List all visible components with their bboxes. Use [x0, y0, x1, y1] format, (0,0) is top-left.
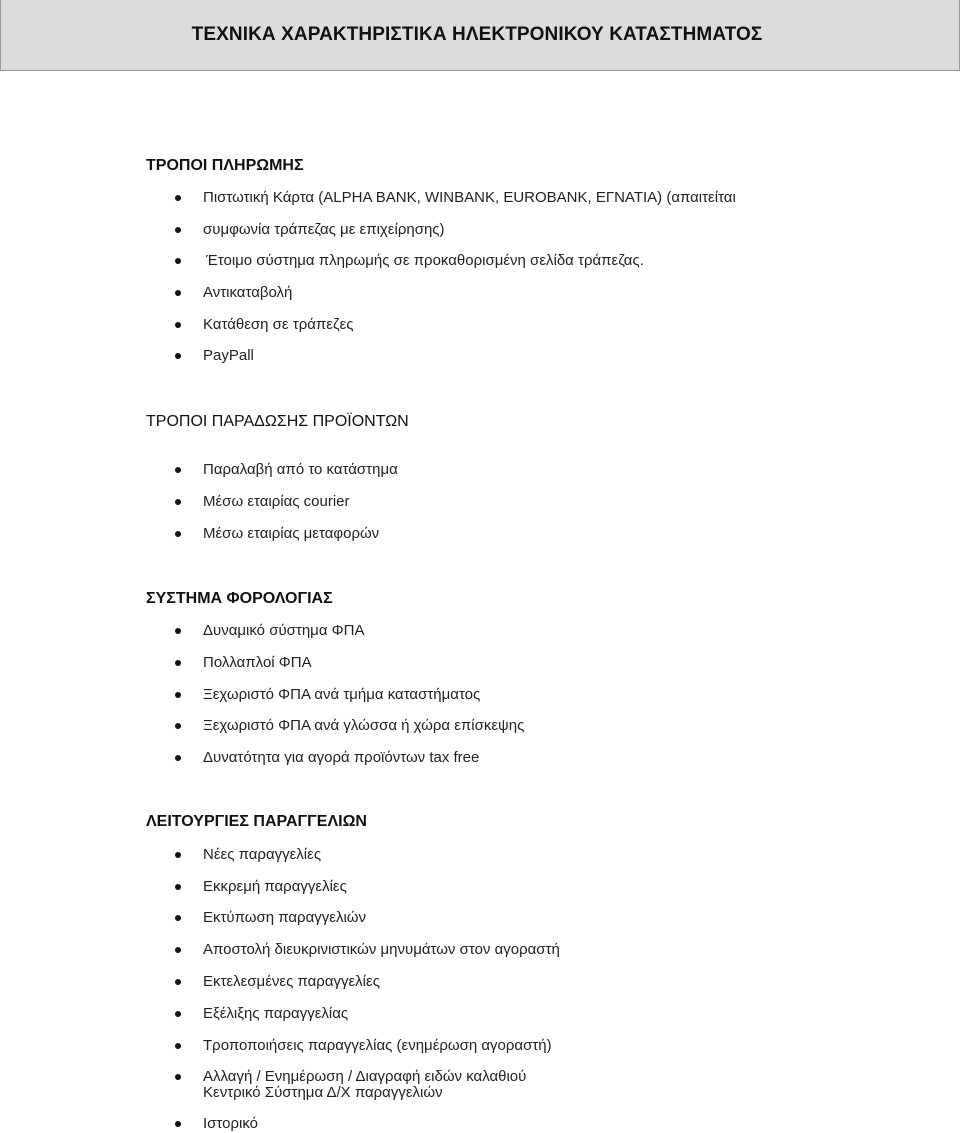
- list-item-text: Κατάθεση σε τράπεζες: [203, 316, 354, 333]
- bullet-icon: [175, 499, 181, 505]
- list-item: [0, 1067, 960, 1105]
- bullet-icon: [175, 915, 181, 921]
- bullet-icon: [175, 353, 181, 359]
- list-item-text: Ξεχωριστό ΦΠΑ ανά γλώσσα ή χώρα επίσκεψης: [203, 717, 525, 734]
- section-heading-orders: ΛΕΙΤΟΥΡΓΙΕΣ ΠΑΡΑΓΓΕΛΙΩΝ: [146, 813, 367, 830]
- list-item-text: Μέσω εταιρίας μεταφορών: [203, 525, 380, 542]
- list-item: [0, 346, 960, 368]
- bullet-icon: [175, 531, 181, 537]
- list-item: [0, 972, 960, 994]
- list-item: [0, 908, 960, 930]
- list-item: [0, 220, 960, 242]
- list-item: [0, 748, 960, 770]
- bullet-icon: [175, 947, 181, 953]
- title-banner: [0, 0, 960, 71]
- list-item-text: Κεντρικό Σύστημα Δ/Χ παραγγελιών: [203, 1084, 443, 1101]
- bullet-icon: [175, 628, 181, 634]
- list-item: [0, 1114, 960, 1133]
- bullet-icon: [175, 195, 181, 201]
- bullet-icon: [175, 322, 181, 328]
- list-item-text: Έτοιμο σύστημα πληρωμής σε προκαθορισμένη σελίδα τράπεζας.: [206, 252, 644, 269]
- list-item-text: Νέες παραγγελίες: [203, 846, 322, 863]
- list-item: [0, 716, 960, 738]
- list-item-text: Τροποποιήσεις παραγγελίας (ενημέρωση αγοραστή): [203, 1037, 552, 1054]
- bullet-icon: [175, 258, 181, 264]
- list-item: [0, 877, 960, 899]
- list-item-text: Δυναμικό σύστημα ΦΠΑ: [203, 622, 365, 639]
- list-item: [0, 940, 960, 962]
- list-item: [0, 1004, 960, 1026]
- bullet-icon: [175, 692, 181, 698]
- bullet-icon: [175, 723, 181, 729]
- bullet-icon: [175, 467, 181, 473]
- list-item: [0, 492, 960, 514]
- bullet-icon: [175, 660, 181, 666]
- list-item: [0, 283, 960, 305]
- section-heading-delivery: ΤΡΟΠΟΙ ΠΑΡΑΔΩΣΗΣ ΠΡΟΪΟΝΤΩΝ: [146, 413, 409, 430]
- list-item: [0, 845, 960, 867]
- list-item-text: Πιστωτική Κάρτα (ALPHA BANK, WINBANK, EUROBANK, ΕΓΝΑΤΙΑ) (απαιτείται: [203, 189, 736, 206]
- section-heading-tax: ΣΥΣΤΗΜΑ ΦΟΡΟΛΟΓΙΑΣ: [146, 590, 333, 607]
- list-item-text: Εξέλιξης παραγγελίας: [203, 1005, 349, 1022]
- bullet-icon: [175, 1011, 181, 1017]
- list-item: [0, 460, 960, 482]
- list-item-text: Αποστολή διευκρινιστικών μηνυμάτων στον αγοραστή: [203, 941, 560, 958]
- bullet-icon: [175, 979, 181, 985]
- bullet-icon: [175, 755, 181, 761]
- bullet-icon: [175, 1043, 181, 1049]
- bullet-icon: [175, 1121, 181, 1127]
- list-item-text: Παραλαβή από το κατάστημα: [203, 461, 398, 478]
- bullet-icon: [175, 290, 181, 296]
- list-item: [0, 188, 960, 210]
- list-item: [0, 251, 960, 273]
- list-item: [0, 653, 960, 675]
- list-item-text: Ξεχωριστό ΦΠΑ ανά τμήμα καταστήματος: [203, 686, 481, 703]
- list-item-text: PayPall: [203, 347, 254, 364]
- list-item: [0, 524, 960, 546]
- list-item-text: Εκτύπωση παραγγελιών: [203, 909, 366, 926]
- list-item-text: συμφωνία τράπεζας με επιχείρησης): [203, 221, 445, 238]
- bullet-icon: [175, 1074, 181, 1080]
- list-item: [0, 685, 960, 707]
- list-item-text: Μέσω εταιρίας courier: [203, 493, 350, 510]
- list-item: [0, 1036, 960, 1058]
- list-item-text: Δυνατότητα για αγορά προϊόντων tax free: [203, 749, 480, 766]
- list-item-text: Αλλαγή / Ενημέρωση / Διαγραφή ειδών καλαθιού: [203, 1068, 527, 1085]
- bullet-icon: [175, 227, 181, 233]
- page-title: ΤΕΧΝΙΚΑ ΧΑΡΑΚΤΗΡΙΣΤΙΚΑ ΗΛΕΚΤΡΟΝΙΚΟΥ ΚΑΤΑΣΤΗΜΑΤΟΣ: [191, 24, 763, 45]
- bullet-icon: [175, 884, 181, 890]
- list-item-text: Ιστορικό: [203, 1115, 259, 1132]
- bullet-icon: [175, 852, 181, 858]
- list-item: [0, 315, 960, 337]
- list-item-text: Αντικαταβολή: [203, 284, 293, 301]
- list-item-text: Εκτελεσμένες παραγγελίες: [203, 973, 380, 990]
- list-item-text: Εκκρεμή παραγγελίες: [203, 878, 347, 895]
- list-item-text: Πολλαπλοί ΦΠΑ: [203, 654, 312, 671]
- list-item: [0, 621, 960, 643]
- section-heading-payment: ΤΡΟΠΟΙ ΠΛΗΡΩΜΗΣ: [146, 157, 304, 174]
